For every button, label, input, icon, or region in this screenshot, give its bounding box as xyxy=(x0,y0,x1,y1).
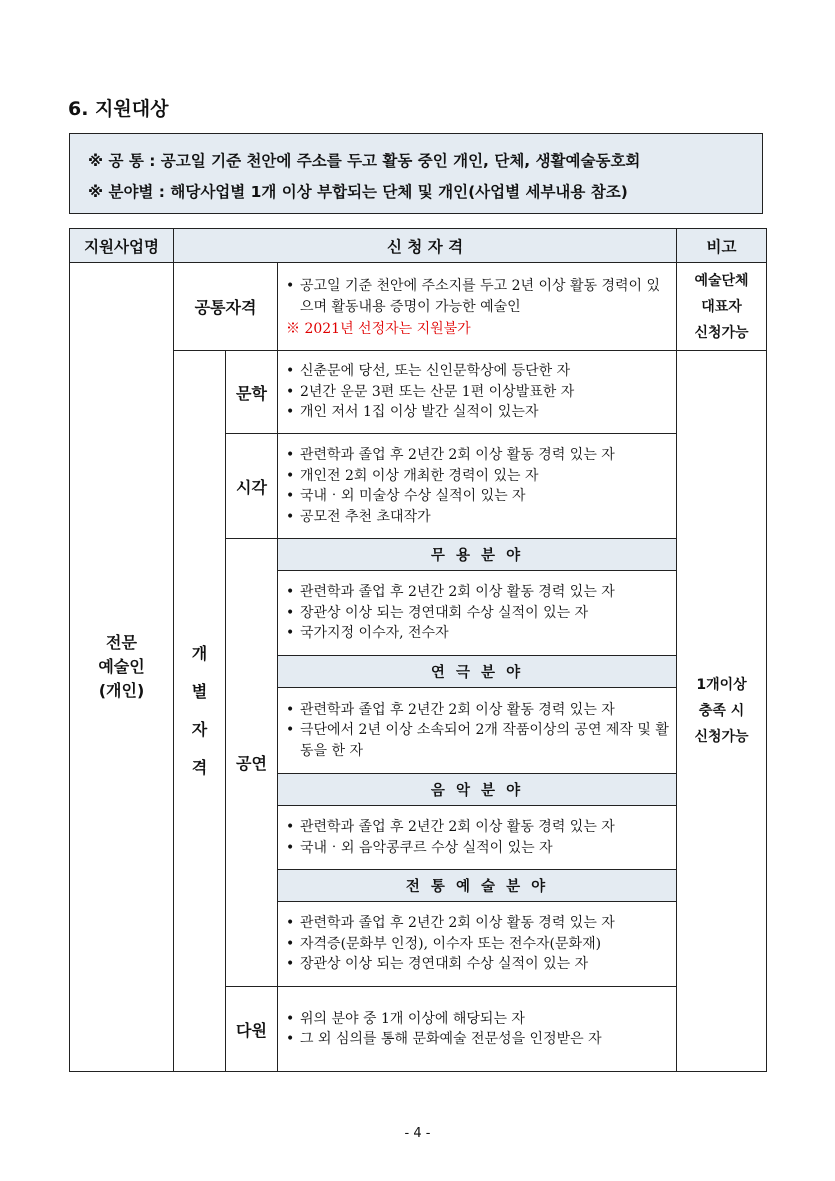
notice-common: ※ 공 통 : 공고일 기준 천안에 주소를 두고 활동 중인 개인, 단체, 생활예술동호회 xyxy=(88,152,641,170)
list-item: • 개인전 2회 이상 개최한 경력이 있는 자 xyxy=(286,466,672,487)
dance-items xyxy=(278,576,676,650)
list-item: • 공고일 기준 천안에 주소지를 두고 2년 이상 활동 경력이 있으며 활동내용 증명이 가능한 예술인 xyxy=(286,276,672,317)
list-item: • 그 외 심의를 통해 문화예술 전문성을 인정받은 자 xyxy=(286,1029,672,1050)
list-item: • 국가지정 이수자, 전수자 xyxy=(286,623,672,644)
theater-items xyxy=(278,694,676,768)
header-remark: 비고 xyxy=(677,229,767,263)
common-warning: ※ 2021년 선정자는 지원불가 xyxy=(286,321,471,337)
common-content xyxy=(278,263,677,351)
common-items xyxy=(278,270,676,323)
literature-content xyxy=(278,351,677,434)
list-item: • 공모전 추천 초대작가 xyxy=(286,507,672,528)
list-item: • 장관상 이상 되는 경연대회 수상 실적이 있는 자 xyxy=(286,954,672,975)
dance-title: 무 용 분 야 xyxy=(278,539,677,571)
eligibility-table xyxy=(69,228,767,1072)
traditional-content xyxy=(278,902,677,987)
notice-box xyxy=(69,133,763,214)
table-row xyxy=(70,351,767,434)
common-label: 공통자격 xyxy=(174,263,278,351)
list-item: • 극단에서 2년 이상 소속되어 2개 작품이상의 공연 제작 및 활동을 한 자 xyxy=(286,720,672,761)
visual-label: 시각 xyxy=(226,434,278,539)
literature-items xyxy=(278,355,676,429)
visual-items xyxy=(278,439,676,533)
multi-label: 다원 xyxy=(226,987,278,1072)
traditional-items xyxy=(278,907,676,981)
music-items xyxy=(278,811,676,864)
section-heading: 6. 지원대상 xyxy=(68,98,169,120)
table-row xyxy=(70,263,767,351)
list-item: • 2년간 운문 3편 또는 산문 1편 이상발표한 자 xyxy=(286,382,672,403)
visual-content xyxy=(278,434,677,539)
theater-content xyxy=(278,688,677,774)
music-content xyxy=(278,806,677,870)
list-item: • 개인 저서 1집 이상 발간 실적이 있는자 xyxy=(286,402,672,423)
list-item: • 장관상 이상 되는 경연대회 수상 실적이 있는 자 xyxy=(286,603,672,624)
list-item: • 관련학과 졸업 후 2년간 2회 이상 활동 경력 있는 자 xyxy=(286,913,672,934)
header-program: 지원사업명 xyxy=(70,229,174,263)
music-title: 음 악 분 야 xyxy=(278,774,677,806)
traditional-title: 전 통 예 술 분 야 xyxy=(278,870,677,902)
program-name: 전문 예술인 (개인) xyxy=(70,263,174,1072)
list-item: • 관련학과 졸업 후 2년간 2회 이상 활동 경력 있는 자 xyxy=(286,700,672,721)
notice-field: ※ 분야별 : 해당사업별 1개 이상 부합되는 단체 및 개인(사업별 세부내용 참조) xyxy=(88,183,628,201)
common-remark: 예술단체 대표자 신청가능 xyxy=(677,263,767,351)
multi-items xyxy=(278,1003,676,1056)
list-item: • 자격증(문화부 인정), 이수자 또는 전수자(문화재) xyxy=(286,934,672,955)
dance-content xyxy=(278,571,677,656)
individual-remark: 1개이상 충족 시 신청가능 xyxy=(677,351,767,1072)
table-header-row xyxy=(70,229,767,263)
performance-label: 공연 xyxy=(226,539,278,987)
individual-label: 개 별 자 격 xyxy=(174,351,226,1072)
list-item: • 신춘문에 당선, 또는 신인문학상에 등단한 자 xyxy=(286,361,672,382)
header-qualification: 신 청 자 격 xyxy=(174,229,677,263)
list-item: • 국내‧외 음악콩쿠르 수상 실적이 있는 자 xyxy=(286,838,672,859)
list-item: • 관련학과 졸업 후 2년간 2회 이상 활동 경력 있는 자 xyxy=(286,582,672,603)
list-item: • 관련학과 졸업 후 2년간 2회 이상 활동 경력 있는 자 xyxy=(286,445,672,466)
page-number: - 4 - xyxy=(404,1126,431,1141)
theater-title: 연 극 분 야 xyxy=(278,656,677,688)
literature-label: 문학 xyxy=(226,351,278,434)
list-item: • 관련학과 졸업 후 2년간 2회 이상 활동 경력 있는 자 xyxy=(286,817,672,838)
list-item: • 국내‧외 미술상 수상 실적이 있는 자 xyxy=(286,486,672,507)
list-item: • 위의 분야 중 1개 이상에 해당되는 자 xyxy=(286,1009,672,1030)
multi-content xyxy=(278,987,677,1072)
